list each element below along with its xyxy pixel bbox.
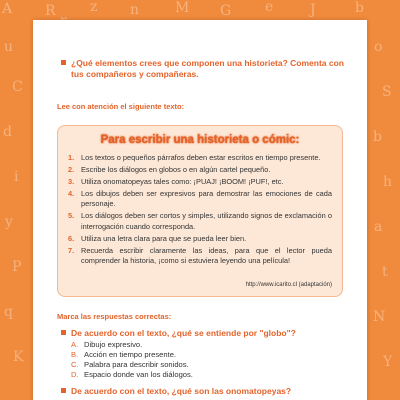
item-text: Los dibujos deben ser expresivos para demostrar las emociones de cada personaje. [81, 189, 332, 209]
bg-letter: C [12, 79, 23, 95]
answer-option[interactable] [71, 340, 193, 350]
item-text: Escribe los diálogos en globos o en algún cartel pequeño. [81, 165, 271, 174]
intro-question-text: ¿Qué elementos crees que componen una historieta? Comenta con tus compañeros y compañeras. [71, 58, 345, 79]
option-text: Espacio donde van los diálogos. [84, 370, 193, 379]
item-number: 3. [68, 177, 75, 186]
item-text: Los textos o pequeños párrafos deben estar escritos en tiempo presente. [81, 153, 321, 162]
bg-letter: G [220, 3, 232, 19]
answer-option[interactable] [71, 350, 193, 360]
list-item [68, 177, 332, 187]
bg-letter: q [4, 304, 13, 320]
square-bullet-icon [61, 388, 66, 393]
bg-letter: n [130, 2, 140, 18]
bg-letter: u [4, 39, 14, 55]
option-letter: C. [71, 360, 79, 369]
option-letter: D. [71, 370, 79, 379]
option-letter: A. [71, 340, 79, 349]
answers-instruction: Marca las respuestas correctas: [57, 312, 172, 321]
answer-option[interactable] [71, 370, 193, 380]
bg-letter: y [5, 214, 13, 230]
bg-letter: o [374, 39, 383, 55]
item-number: 1. [68, 153, 75, 162]
bg-letter: N [373, 309, 386, 325]
bg-letter: i [14, 169, 19, 185]
instructions-list [68, 153, 332, 268]
bg-letter: e [265, 0, 274, 15]
item-number: 6. [68, 233, 75, 243]
question-1-text: De acuerdo con el texto, ¿qué se entiende por "globo"? [71, 328, 296, 338]
list-item [68, 246, 332, 267]
answer-option[interactable] [71, 360, 193, 370]
source-link[interactable]: http://www.icarito.cl (adaptación) [245, 282, 332, 288]
question-2 [71, 386, 359, 397]
list-item [68, 234, 332, 244]
bg-letter: A [2, 1, 13, 17]
instructions-card [57, 125, 343, 297]
bg-letter: S [382, 84, 392, 100]
item-text: Utiliza una letra clara para que se pueda leer bien. [81, 233, 247, 243]
bg-letter: z [90, 0, 98, 15]
item-text: Los diálogos deben ser cortos y simples, utilizando signos de exclamación o interrogación cuando corresponda. [81, 211, 332, 231]
item-number: 2. [68, 165, 75, 174]
item-text: Utiliza onomatopeyas tales como: ¡PUAJ! ¡BOOM! ¡PUF!, etc. [81, 177, 284, 186]
list-item [68, 153, 332, 163]
worksheet-page [33, 20, 367, 400]
option-letter: B. [71, 350, 79, 359]
bg-letter: a [374, 219, 383, 235]
bg-letter: K [13, 349, 24, 365]
option-text: Palabra para describir sonidos. [84, 360, 189, 369]
option-text: Dibujo expresivo. [84, 340, 143, 349]
bg-letter: M [175, 0, 190, 16]
bg-letter: R [45, 3, 56, 19]
list-item [68, 211, 332, 232]
read-instruction: Lee con atención el siguiente texto: [57, 102, 185, 111]
bg-letter: b [355, 0, 364, 16]
item-text: Recuerda escribir claramente las ideas, para que el lector pueda comprender la historia, ¡como si estuviera leyendo una película! [81, 245, 332, 266]
list-item [68, 189, 332, 210]
item-number: 4. [68, 189, 75, 198]
option-text: Acción en tiempo presente. [84, 350, 177, 359]
square-bullet-icon [61, 60, 66, 65]
bg-letter: d [3, 124, 12, 140]
item-number: 7. [68, 245, 75, 255]
bg-letter: t [382, 264, 388, 280]
square-bullet-icon [61, 330, 66, 335]
item-number: 5. [68, 211, 75, 221]
bg-letter: b [373, 129, 382, 145]
question-1 [71, 328, 359, 339]
bg-letter: Y [383, 354, 393, 370]
list-item [68, 165, 332, 175]
card-title: Para escribir una historieta o cómic: [58, 134, 342, 146]
intro-question [71, 58, 359, 80]
bg-letter: h [383, 174, 393, 190]
bg-letter: J [310, 2, 316, 18]
bg-letter: P [12, 259, 22, 275]
question-2-text: De acuerdo con el texto, ¿qué son las onomatopeyas? [71, 386, 292, 396]
question-1-options [71, 340, 193, 380]
